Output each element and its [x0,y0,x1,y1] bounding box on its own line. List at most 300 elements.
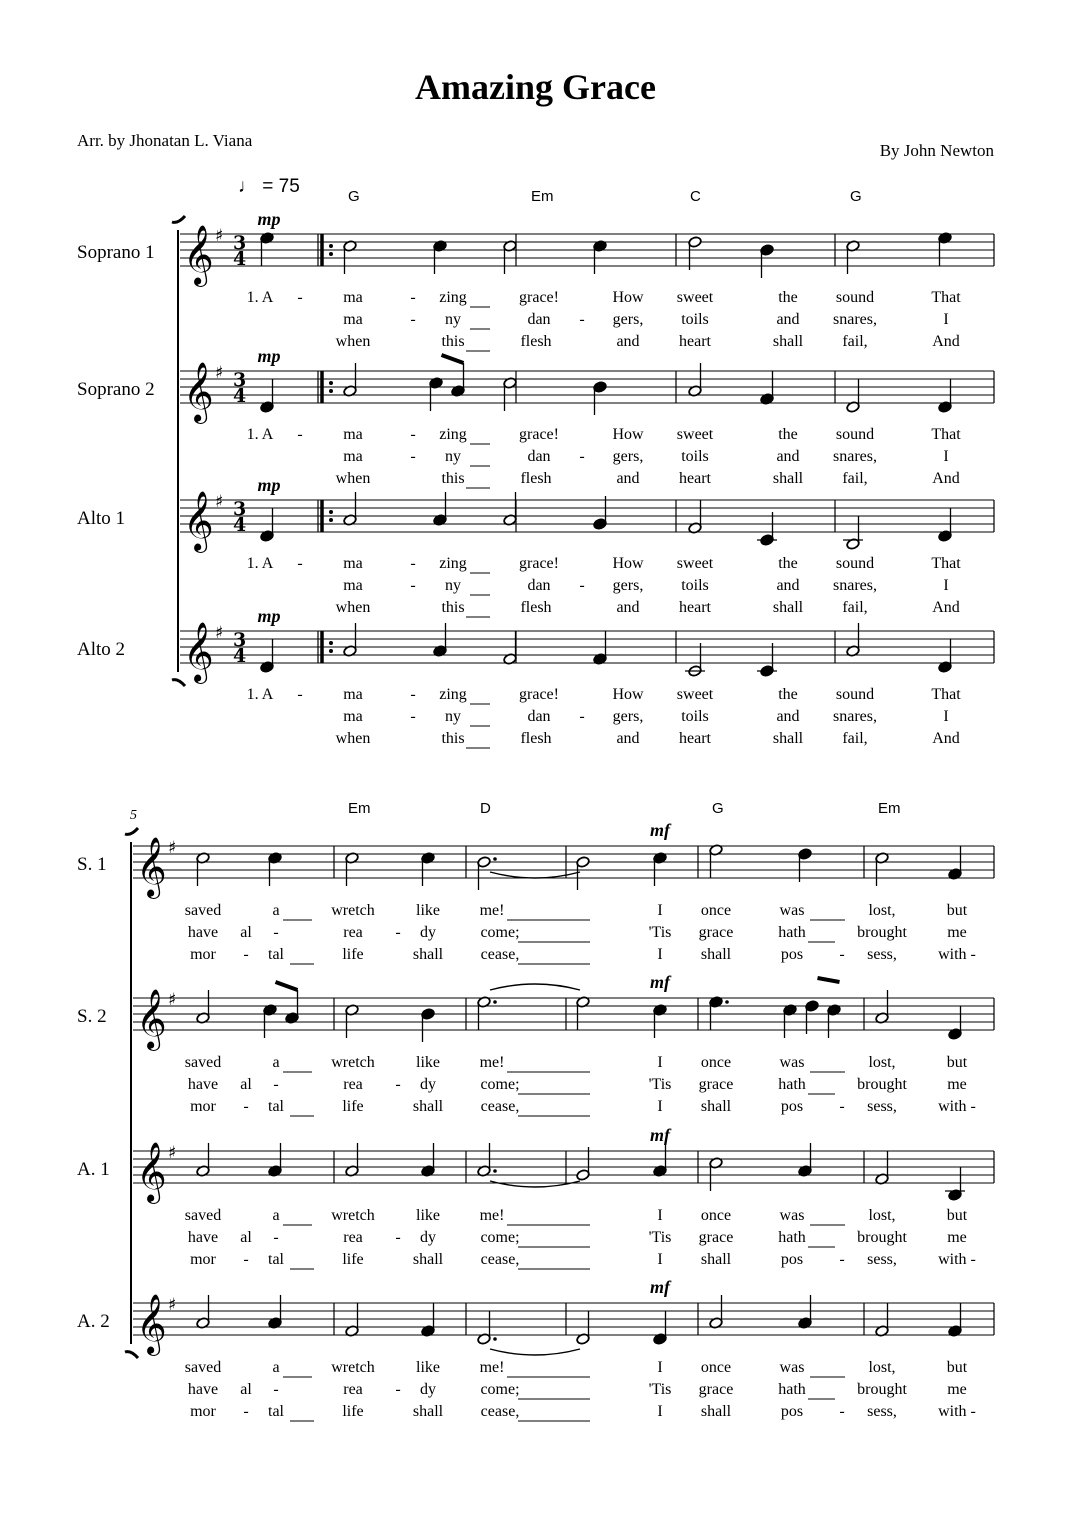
lyric-syllable: me! [479,902,505,919]
lyric-syllable: brought [857,1381,907,1398]
lyric-syllable: shall [772,333,804,350]
lyric-syllable: toils [681,311,709,328]
lyric-syllable: snares, [833,577,877,594]
repeat-dot [329,518,333,522]
chord-symbol: G [850,188,862,205]
lyric-syllable: life [342,1403,364,1420]
lyric-syllable: gers, [612,577,644,594]
lyric-syllable: al [240,1229,252,1246]
part-label: Alto 1 [77,508,126,529]
lyric-syllable: - [410,311,416,328]
lyric-syllable: I [657,1403,663,1420]
lyric-syllable: I [657,902,663,919]
treble-clef: 𝄞 [136,1294,167,1354]
lyric-syllable: sess, [867,1098,897,1115]
lyric-syllable: fail, [842,333,868,350]
lyric-syllable: - [839,946,845,963]
lyric-syllable: - [273,1229,279,1246]
lyric-syllable: sound [835,426,875,443]
lyric-syllable: ma [343,448,363,465]
key-signature-sharp: ♯ [168,1143,177,1163]
lyric-syllable: mor [190,1098,216,1115]
lyric-syllable: - [395,924,401,941]
lyric-syllable: 'Tis [648,1381,672,1398]
lyric-syllable: once [700,1054,732,1071]
lyric-syllable: That [931,289,961,306]
time-signature-top: 3 [233,369,247,391]
lyric-syllable: flesh [520,599,552,616]
time-signature-bottom: 4 [233,248,247,270]
dynamic-mf: mf [650,820,670,840]
lyric-syllable: fail, [842,730,868,747]
lyric-syllable: 1. A [246,289,274,306]
lyric-syllable: - [839,1251,845,1268]
lyric-syllable: pos [780,946,804,963]
lyric-syllable: the [778,555,798,572]
lyric-syllable: - [410,686,416,703]
lyric-syllable: dy [420,924,436,941]
lyric-syllable: grace [698,1076,734,1093]
lyric-syllable: zing [439,686,467,703]
treble-clef: 𝄞 [183,622,214,682]
lyric-syllable: me [947,1076,967,1093]
repeat-dot [329,381,333,385]
lyric-syllable: and [776,448,800,465]
bracket-top [125,828,138,834]
lyric-syllable: rea [343,1229,363,1246]
lyric-syllable: mor [190,1403,216,1420]
composer-credit: By John Newton [879,141,994,160]
lyric-syllable: have [187,1229,219,1246]
lyric-syllable: when [335,470,371,487]
lyric-syllable: was [779,1359,805,1376]
lyric-syllable: al [240,1076,252,1093]
lyric-syllable: wretch [331,902,375,919]
lyric-syllable: was [779,902,805,919]
lyric-syllable: come; [480,1381,520,1398]
lyric-syllable: tal [268,1251,284,1268]
lyric-syllable: flesh [520,730,552,747]
lyric-syllable: but [946,902,968,919]
lyric-syllable: shall [412,1403,444,1420]
lyric-syllable: grace [698,1229,734,1246]
lyric-syllable: sweet [676,686,714,703]
lyric-syllable: and [616,470,640,487]
lyric-syllable: That [931,426,961,443]
lyric-syllable: a [272,1359,280,1376]
lyric-syllable: but [946,1054,968,1071]
lyric-syllable: - [273,1076,279,1093]
lyric-syllable: sess, [867,946,897,963]
time-signature-top: 3 [233,498,247,520]
time-signature-bottom: 4 [233,514,247,536]
lyric-syllable: cease, [480,1098,520,1115]
lyric-syllable: - [297,289,303,306]
lyric-syllable: grace [698,1381,734,1398]
lyric-syllable: mor [190,946,216,963]
lyric-syllable: gers, [612,448,644,465]
lyric-syllable: grace! [519,555,559,572]
lyric-syllable: wretch [331,1359,375,1376]
tempo-value: = 75 [262,176,300,197]
measure-number: 5 [130,808,137,823]
time-signature-top: 3 [233,232,247,254]
lyric-syllable: was [779,1207,805,1224]
lyric-syllable: I [943,311,949,328]
lyric-syllable: ny [445,311,461,328]
lyric-syllable: How [612,555,644,572]
note-dot [493,857,497,861]
lyric-syllable: gers, [612,311,644,328]
lyric-syllable: al [240,1381,252,1398]
lyric-syllable: me [947,1229,967,1246]
lyric-syllable: with - [938,1403,976,1420]
lyric-syllable: this [441,470,465,487]
treble-clef: 𝄞 [136,837,167,897]
lyric-syllable: I [657,1359,663,1376]
lyric-syllable: - [243,1098,249,1115]
lyric-syllable: I [943,448,949,465]
treble-clef: 𝄞 [183,362,214,422]
lyric-syllable: ma [343,708,363,725]
lyric-syllable: pos [780,1251,804,1268]
part-label: S. 1 [77,854,107,875]
lyric-syllable: pos [780,1403,804,1420]
lyric-syllable: like [416,902,440,919]
lyric-syllable: have [187,924,219,941]
lyric-syllable: shall [412,946,444,963]
note-dot [725,1000,729,1004]
lyric-syllable: - [579,708,585,725]
repeat-dot [329,244,333,248]
lyric-syllable: - [410,448,416,465]
note-dot [493,1337,497,1341]
lyric-syllable: with - [938,1251,976,1268]
key-signature-sharp: ♯ [215,226,224,246]
tie [490,1349,580,1355]
lyric-syllable: toils [681,448,709,465]
lyric-syllable: come; [480,924,520,941]
lyric-syllable: hath [778,1381,806,1398]
lyric-syllable: ny [445,448,461,465]
beam [442,355,464,363]
lyric-syllable: a [272,1207,280,1224]
lyric-syllable: tal [268,1098,284,1115]
lyric-syllable: cease, [480,1251,520,1268]
lyric-syllable: - [297,555,303,572]
lyric-syllable: ny [445,577,461,594]
bracket-top [172,216,185,222]
lyric-syllable: have [187,1381,219,1398]
lyric-syllable: sess, [867,1251,897,1268]
lyric-syllable: heart [679,470,711,487]
lyric-syllable: have [187,1076,219,1093]
lyric-syllable: but [946,1359,968,1376]
lyric-syllable: snares, [833,448,877,465]
lyric-syllable: me! [479,1359,505,1376]
key-signature-sharp: ♯ [168,838,177,858]
lyric-syllable: toils [681,708,709,725]
lyric-syllable: dan [527,311,551,328]
lyric-syllable: the [778,289,798,306]
lyric-syllable: snares, [833,708,877,725]
lyric-syllable: And [932,470,960,487]
chord-symbol: G [712,800,724,817]
lyric-syllable: 'Tis [648,1076,672,1093]
lyric-syllable: heart [679,333,711,350]
tempo-marking: ♩ = 75 [238,176,300,197]
dynamic-mf: mf [650,1277,670,1297]
lyric-syllable: shall [772,470,804,487]
page-title: Amazing Grace [415,67,656,107]
lyric-syllable: - [243,1403,249,1420]
lyric-syllable: - [273,1381,279,1398]
lyric-syllable: with - [938,1098,976,1115]
lyric-syllable: lost, [868,1207,896,1224]
lyric-syllable: brought [857,924,907,941]
lyric-syllable: 1. A [246,555,274,572]
lyric-syllable: 'Tis [648,924,672,941]
lyric-syllable: - [839,1098,845,1115]
lyric-syllable: ma [343,311,363,328]
chord-symbol: Em [348,800,371,817]
part-label: Soprano 2 [77,379,155,400]
dynamic-mp: mp [257,606,281,626]
lyric-syllable: - [410,555,416,572]
lyric-syllable: hath [778,924,806,941]
lyric-syllable: - [395,1076,401,1093]
dynamic-mf: mf [650,1125,670,1145]
part-label: Alto 2 [77,639,126,660]
lyric-syllable: flesh [520,333,552,350]
lyric-syllable: mor [190,1251,216,1268]
lyric-syllable: when [335,599,371,616]
lyric-syllable: me [947,1381,967,1398]
lyric-syllable: but [946,1207,968,1224]
lyric-syllable: zing [439,289,467,306]
treble-clef: 𝄞 [136,1142,167,1202]
lyric-syllable: this [441,730,465,747]
repeat-dot [329,252,333,256]
lyric-syllable: - [579,311,585,328]
lyric-syllable: That [931,686,961,703]
lyric-syllable: shall [700,1251,732,1268]
repeat-dot [329,641,333,645]
lyric-syllable: ma [343,577,363,594]
lyric-syllable: me [947,924,967,941]
lyric-syllable: - [395,1229,401,1246]
lyric-syllable: And [932,599,960,616]
lyric-syllable: saved [184,1207,222,1224]
lyric-syllable: this [441,599,465,616]
lyric-syllable: rea [343,1076,363,1093]
lyric-syllable: a [272,902,280,919]
lyric-syllable: once [700,1359,732,1376]
lyric-syllable: tal [268,1403,284,1420]
chord-symbol: D [480,800,491,817]
lyric-syllable: And [932,333,960,350]
lyric-syllable: zing [439,426,467,443]
lyric-syllable: shall [700,1403,732,1420]
part-label: A. 1 [77,1159,110,1180]
beam [276,982,298,990]
repeat-dot [329,649,333,653]
lyric-syllable: - [410,289,416,306]
lyric-syllable: lost, [868,1054,896,1071]
lyric-syllable: dy [420,1381,436,1398]
lyric-syllable: lost, [868,1359,896,1376]
lyric-syllable: gers, [612,708,644,725]
lyric-syllable: dy [420,1229,436,1246]
lyric-syllable: shall [700,946,732,963]
lyric-syllable: pos [780,1098,804,1115]
key-signature-sharp: ♯ [168,1295,177,1315]
lyric-syllable: sound [835,555,875,572]
note-dot [493,1000,497,1004]
lyric-syllable: I [657,946,663,963]
chord-symbol: Em [531,188,554,205]
lyric-syllable: 1. A [246,426,274,443]
lyric-syllable: I [943,708,949,725]
lyric-syllable: and [616,333,640,350]
lyric-syllable: dan [527,577,551,594]
lyric-syllable: al [240,924,252,941]
lyric-syllable: sound [835,686,875,703]
lyric-syllable: and [776,577,800,594]
part-label: S. 2 [77,1006,107,1027]
lyric-syllable: And [932,730,960,747]
lyric-syllable: like [416,1054,440,1071]
lyric-syllable: me! [479,1054,505,1071]
lyric-syllable: shall [412,1251,444,1268]
lyric-syllable: I [657,1054,663,1071]
lyric-syllable: sweet [676,555,714,572]
lyric-syllable: 'Tis [648,1229,672,1246]
beam [818,978,840,982]
dynamic-mp: mp [257,346,281,366]
lyric-syllable: dy [420,1076,436,1093]
lyric-syllable: rea [343,924,363,941]
lyric-syllable: fail, [842,599,868,616]
dynamic-mp: mp [257,475,281,495]
lyric-syllable: - [297,426,303,443]
lyric-syllable: come; [480,1229,520,1246]
lyric-syllable: life [342,1098,364,1115]
lyric-syllable: snares, [833,311,877,328]
lyric-syllable: hath [778,1229,806,1246]
lyric-syllable: - [579,577,585,594]
lyric-syllable: grace [698,924,734,941]
arranger-credit: Arr. by Jhonatan L. Viana [77,131,253,150]
lyric-syllable: heart [679,730,711,747]
lyric-syllable: - [410,426,416,443]
lyric-syllable: dan [527,708,551,725]
lyric-syllable: come; [480,1076,520,1093]
lyric-syllable: heart [679,599,711,616]
lyric-syllable: How [612,289,644,306]
lyric-syllable: I [657,1251,663,1268]
note-dot [493,1169,497,1173]
lyric-syllable: saved [184,902,222,919]
lyric-syllable: and [616,730,640,747]
lyric-syllable: saved [184,1359,222,1376]
lyric-syllable: 1. A [246,686,274,703]
lyric-syllable: - [410,577,416,594]
lyric-syllable: like [416,1207,440,1224]
lyric-syllable: grace! [519,289,559,306]
lyric-syllable: - [395,1381,401,1398]
lyric-syllable: I [657,1207,663,1224]
lyric-syllable: the [778,686,798,703]
lyric-syllable: How [612,426,644,443]
lyric-syllable: I [943,577,949,594]
lyric-syllable: sweet [676,426,714,443]
lyric-syllable: was [779,1054,805,1071]
dynamic-mp: mp [257,209,281,229]
part-label: Soprano 1 [77,242,155,263]
key-signature-sharp: ♯ [215,363,224,383]
lyric-syllable: and [616,599,640,616]
lyric-syllable: rea [343,1381,363,1398]
lyric-syllable: - [297,686,303,703]
lyric-syllable: with - [938,946,976,963]
treble-clef: 𝄞 [183,491,214,551]
key-signature-sharp: ♯ [215,492,224,512]
lyric-syllable: shall [772,730,804,747]
tie [490,984,580,990]
lyric-syllable: zing [439,555,467,572]
lyric-syllable: cease, [480,946,520,963]
lyric-syllable: sound [835,289,875,306]
lyric-syllable: and [776,708,800,725]
lyric-syllable: dan [527,448,551,465]
lyric-syllable: life [342,946,364,963]
lyric-syllable: How [612,686,644,703]
lyric-syllable: tal [268,946,284,963]
treble-clef: 𝄞 [136,989,167,1049]
lyric-syllable: and [776,311,800,328]
lyric-syllable: shall [772,599,804,616]
lyric-syllable: - [839,1403,845,1420]
chord-symbol: C [690,188,701,205]
lyric-syllable: fail, [842,470,868,487]
lyric-syllable: sess, [867,1403,897,1420]
lyric-syllable: toils [681,577,709,594]
lyric-syllable: I [657,1098,663,1115]
lyric-syllable: like [416,1359,440,1376]
time-signature-top: 3 [233,629,247,651]
lyric-syllable: - [243,1251,249,1268]
lyric-syllable: ma [343,426,363,443]
lyric-syllable: life [342,1251,364,1268]
lyric-syllable: flesh [520,470,552,487]
lyric-syllable: shall [412,1098,444,1115]
lyric-syllable: ma [343,555,363,572]
repeat-dot [329,510,333,514]
lyric-syllable: - [410,708,416,725]
lyric-syllable: sweet [676,289,714,306]
chord-symbol: G [348,188,360,205]
lyric-syllable: a [272,1054,280,1071]
chord-symbol: Em [878,800,901,817]
time-signature-bottom: 4 [233,645,247,667]
lyric-syllable: when [335,333,371,350]
lyric-syllable: this [441,333,465,350]
lyric-syllable: hath [778,1076,806,1093]
lyric-syllable: me! [479,1207,505,1224]
lyric-syllable: lost, [868,902,896,919]
lyric-syllable: wretch [331,1054,375,1071]
